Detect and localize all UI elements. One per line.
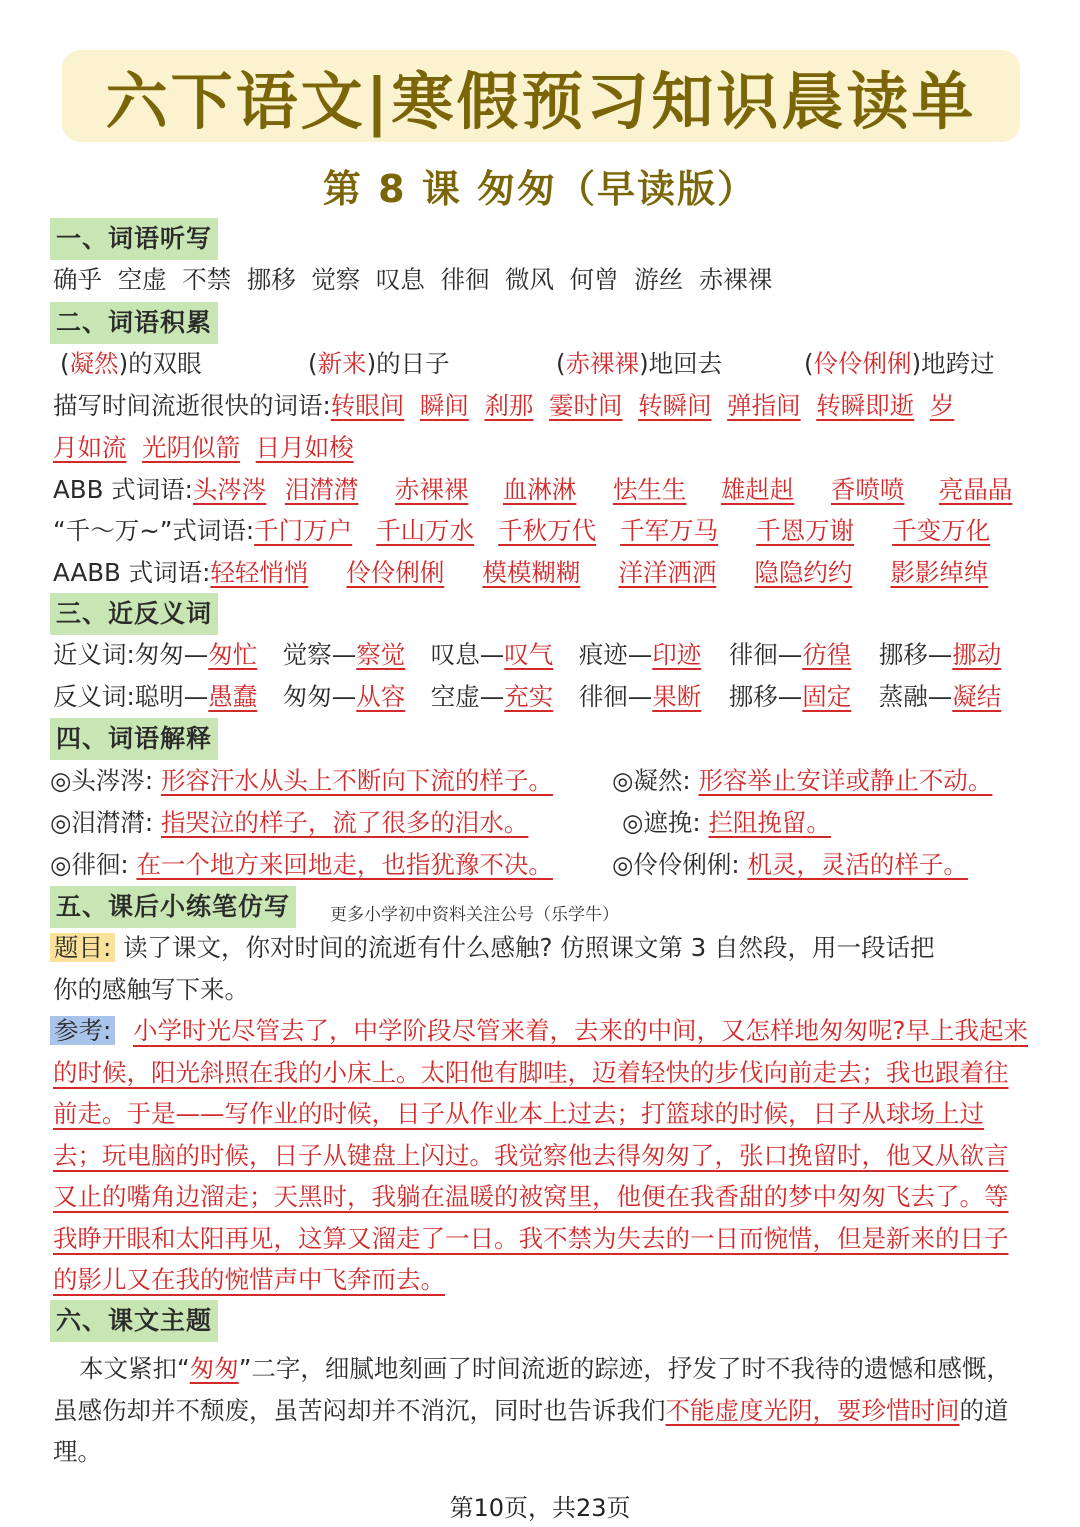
time-word: 日月如梭 — [255, 433, 354, 462]
time-word: 刹那 — [484, 391, 534, 420]
qianwan-label: “千～万~”式词语: — [53, 516, 255, 545]
fill-phrase: (伶伶俐俐)地跨过 — [804, 349, 995, 378]
aabb-row — [53, 556, 1033, 590]
qianwan-word: 千变万化 — [892, 516, 991, 545]
time-word: 弹指间 — [727, 391, 801, 420]
definition-row-3 — [50, 848, 1030, 882]
word: 何曾 — [569, 265, 619, 294]
qianwan-word: 千军万马 — [620, 516, 719, 545]
reference-paragraph: 小学时光尽管去了，中学阶段尽管来着，去来的中间，又怎样地匆匆呢?早上我起来的时候，阳光斜照在我的小床上。太阳他有脚哇，迈着轻快的步伐向前走去；我也跟着往前走。于是——写作业的时候，日子从作业本上过去；打篮球的时候，日子从球场上过去；玩电脑的时候，日子从键盘上闪过。我觉察他去得匆匆了，张口挽留时，他又从欲言又止的嘴角边溜走；天黑时，我躺在温暖的被窝里，他便在我香甜的梦中匆匆飞去了。等我睁开眼和太阳再见，这算又溜走了一日。我不禁为失去的一日而惋惜，但是新来的日子的影儿又在我的惋惜声中飞奔而去。 — [53, 1016, 1028, 1294]
section-heading-2: 二、词语积累 — [50, 302, 218, 344]
time-word: 转眼间 — [330, 391, 405, 420]
fill-phrase: (赤裸裸)地回去 — [556, 349, 723, 378]
word: 不禁 — [182, 265, 232, 294]
term: ◎头涔涔: — [50, 766, 154, 795]
aabb-word: 影影绰绰 — [890, 558, 989, 587]
synonyms-label: 近义词: — [53, 640, 135, 669]
question-tag: 题目: — [50, 933, 115, 962]
definition-row-2 — [50, 806, 1030, 840]
word: 觉察 — [311, 265, 361, 294]
abb-word: 血淋淋 — [502, 475, 577, 504]
fill-phrase: (凝然)的双眼 — [60, 349, 202, 378]
term: ◎凝然: — [612, 766, 691, 795]
qianwan-row — [53, 514, 1033, 548]
word: 确乎 — [53, 265, 102, 294]
antonyms-label: 反义词: — [53, 682, 135, 711]
definition-row-1 — [50, 764, 1030, 798]
aabb-word: 模模糊糊 — [482, 558, 581, 587]
exercise-question — [50, 931, 1030, 965]
abb-word: 赤裸裸 — [394, 475, 469, 504]
word: 徘徊 — [440, 265, 490, 294]
abb-word: 亮晶晶 — [938, 475, 1013, 504]
word: 挪移 — [246, 265, 296, 294]
theme-paragraph: 本文紧扣“匆匆”二字，细腻地刻画了时间流逝的踪迹，抒发了时不我待的遗憾和感慨，虽感伤却并不颓废，虽苦闷却并不消沉，同时也告诉我们不能虚度光阴，要珍惜时间的道理。 — [53, 1354, 1011, 1466]
abb-word: 头涔涔 — [192, 475, 267, 504]
qianwan-word: 千山万水 — [376, 516, 475, 545]
time-words-row — [53, 389, 1033, 423]
time-word: 月如流 — [53, 433, 127, 462]
word: 赤裸裸 — [698, 265, 773, 294]
time-words-label: 描写时间流逝很快的词语: — [53, 391, 331, 420]
synonyms-row: 近义词:匆匆—匆忙 觉察—察觉 叹息—叹气 痕迹—印迹 徘徊—彷徨 挪移—挪动 — [53, 640, 1002, 669]
section-heading-5: 五、课后小练笔仿写 — [50, 886, 296, 928]
abb-label: ABB 式词语: — [53, 475, 193, 504]
aabb-word: 隐隐约约 — [754, 558, 853, 587]
time-words-row-2 — [53, 431, 1033, 465]
question-text: 读了课文，你对时间的流逝有什么感触? 仿照课文第 3 自然段，用一段话把 — [123, 933, 935, 962]
reference-tag: 参考: — [50, 1016, 115, 1045]
abb-word: 香喷喷 — [830, 475, 905, 504]
title-banner — [62, 50, 1020, 142]
definition: 拦阻挽留。 — [708, 808, 831, 837]
abb-word: 泪潸潸 — [284, 475, 359, 504]
section-heading-4: 四、词语解释 — [50, 718, 218, 760]
qianwan-word: 千恩万谢 — [756, 516, 855, 545]
definition: 形容汗水从头上不断向下流的样子。 — [160, 766, 553, 795]
abb-word: 雄赳赳 — [720, 475, 795, 504]
fill-phrases — [60, 347, 1040, 381]
time-word: 光阴似箭 — [142, 433, 241, 462]
definition: 形容举止安详或静止不动。 — [698, 766, 993, 795]
page-number: 第10页，共23页 — [449, 1494, 631, 1522]
definition: 在一个地方来回地走，也指犹豫不决。 — [136, 850, 553, 879]
section-heading-6: 六、课文主题 — [50, 1300, 218, 1342]
term: ◎伶伶俐俐: — [612, 850, 740, 879]
qianwan-word: 千秋万代 — [498, 516, 597, 545]
fill-phrase: (新来)的日子 — [308, 349, 450, 378]
dictation-words — [53, 263, 1033, 297]
time-word: 岁 — [929, 391, 955, 420]
qianwan-word: 千门万户 — [254, 516, 353, 545]
time-word: 转瞬即逝 — [816, 391, 915, 420]
definition: 机灵，灵活的样子。 — [747, 850, 968, 879]
time-word: 转瞬间 — [638, 391, 712, 420]
aabb-label: AABB 式词语: — [53, 558, 211, 587]
section-heading-1: 一、词语听写 — [50, 218, 218, 260]
word: 空虚 — [117, 265, 167, 294]
definition: 指哭泣的样子，流了很多的泪水。 — [160, 808, 529, 837]
word: 游丝 — [634, 265, 684, 294]
section-heading-3: 三、近反义词 — [50, 593, 218, 635]
page-title: 六下语文|寒假预习知识晨读单 — [105, 64, 977, 138]
antonyms-row: 反义词:聪明—愚蠢 匆匆—从容 空虚—充实 徘徊—果断 挪移—固定 蒸融—凝结 — [53, 682, 1002, 711]
abb-word: 怯生生 — [612, 475, 687, 504]
term: ◎遮挽: — [622, 808, 701, 837]
aabb-word: 轻轻悄悄 — [210, 558, 309, 587]
lesson-subtitle: 第 8 课 匆匆（早读版） — [322, 167, 758, 211]
time-word: 霎时间 — [549, 391, 623, 420]
exercise-question-2: 你的感触写下来。 — [53, 975, 249, 1004]
abb-row — [53, 473, 1033, 507]
promo-note: 更多小学初中资料关注公号（乐学牛） — [330, 905, 619, 925]
aabb-word: 洋洋洒洒 — [618, 558, 717, 587]
time-word: 瞬间 — [419, 391, 469, 420]
word: 微风 — [505, 265, 555, 294]
term: ◎泪潸潸: — [50, 808, 154, 837]
aabb-word: 伶伶俐俐 — [346, 558, 445, 587]
term: ◎徘徊: — [50, 850, 129, 879]
word: 叹息 — [375, 265, 425, 294]
